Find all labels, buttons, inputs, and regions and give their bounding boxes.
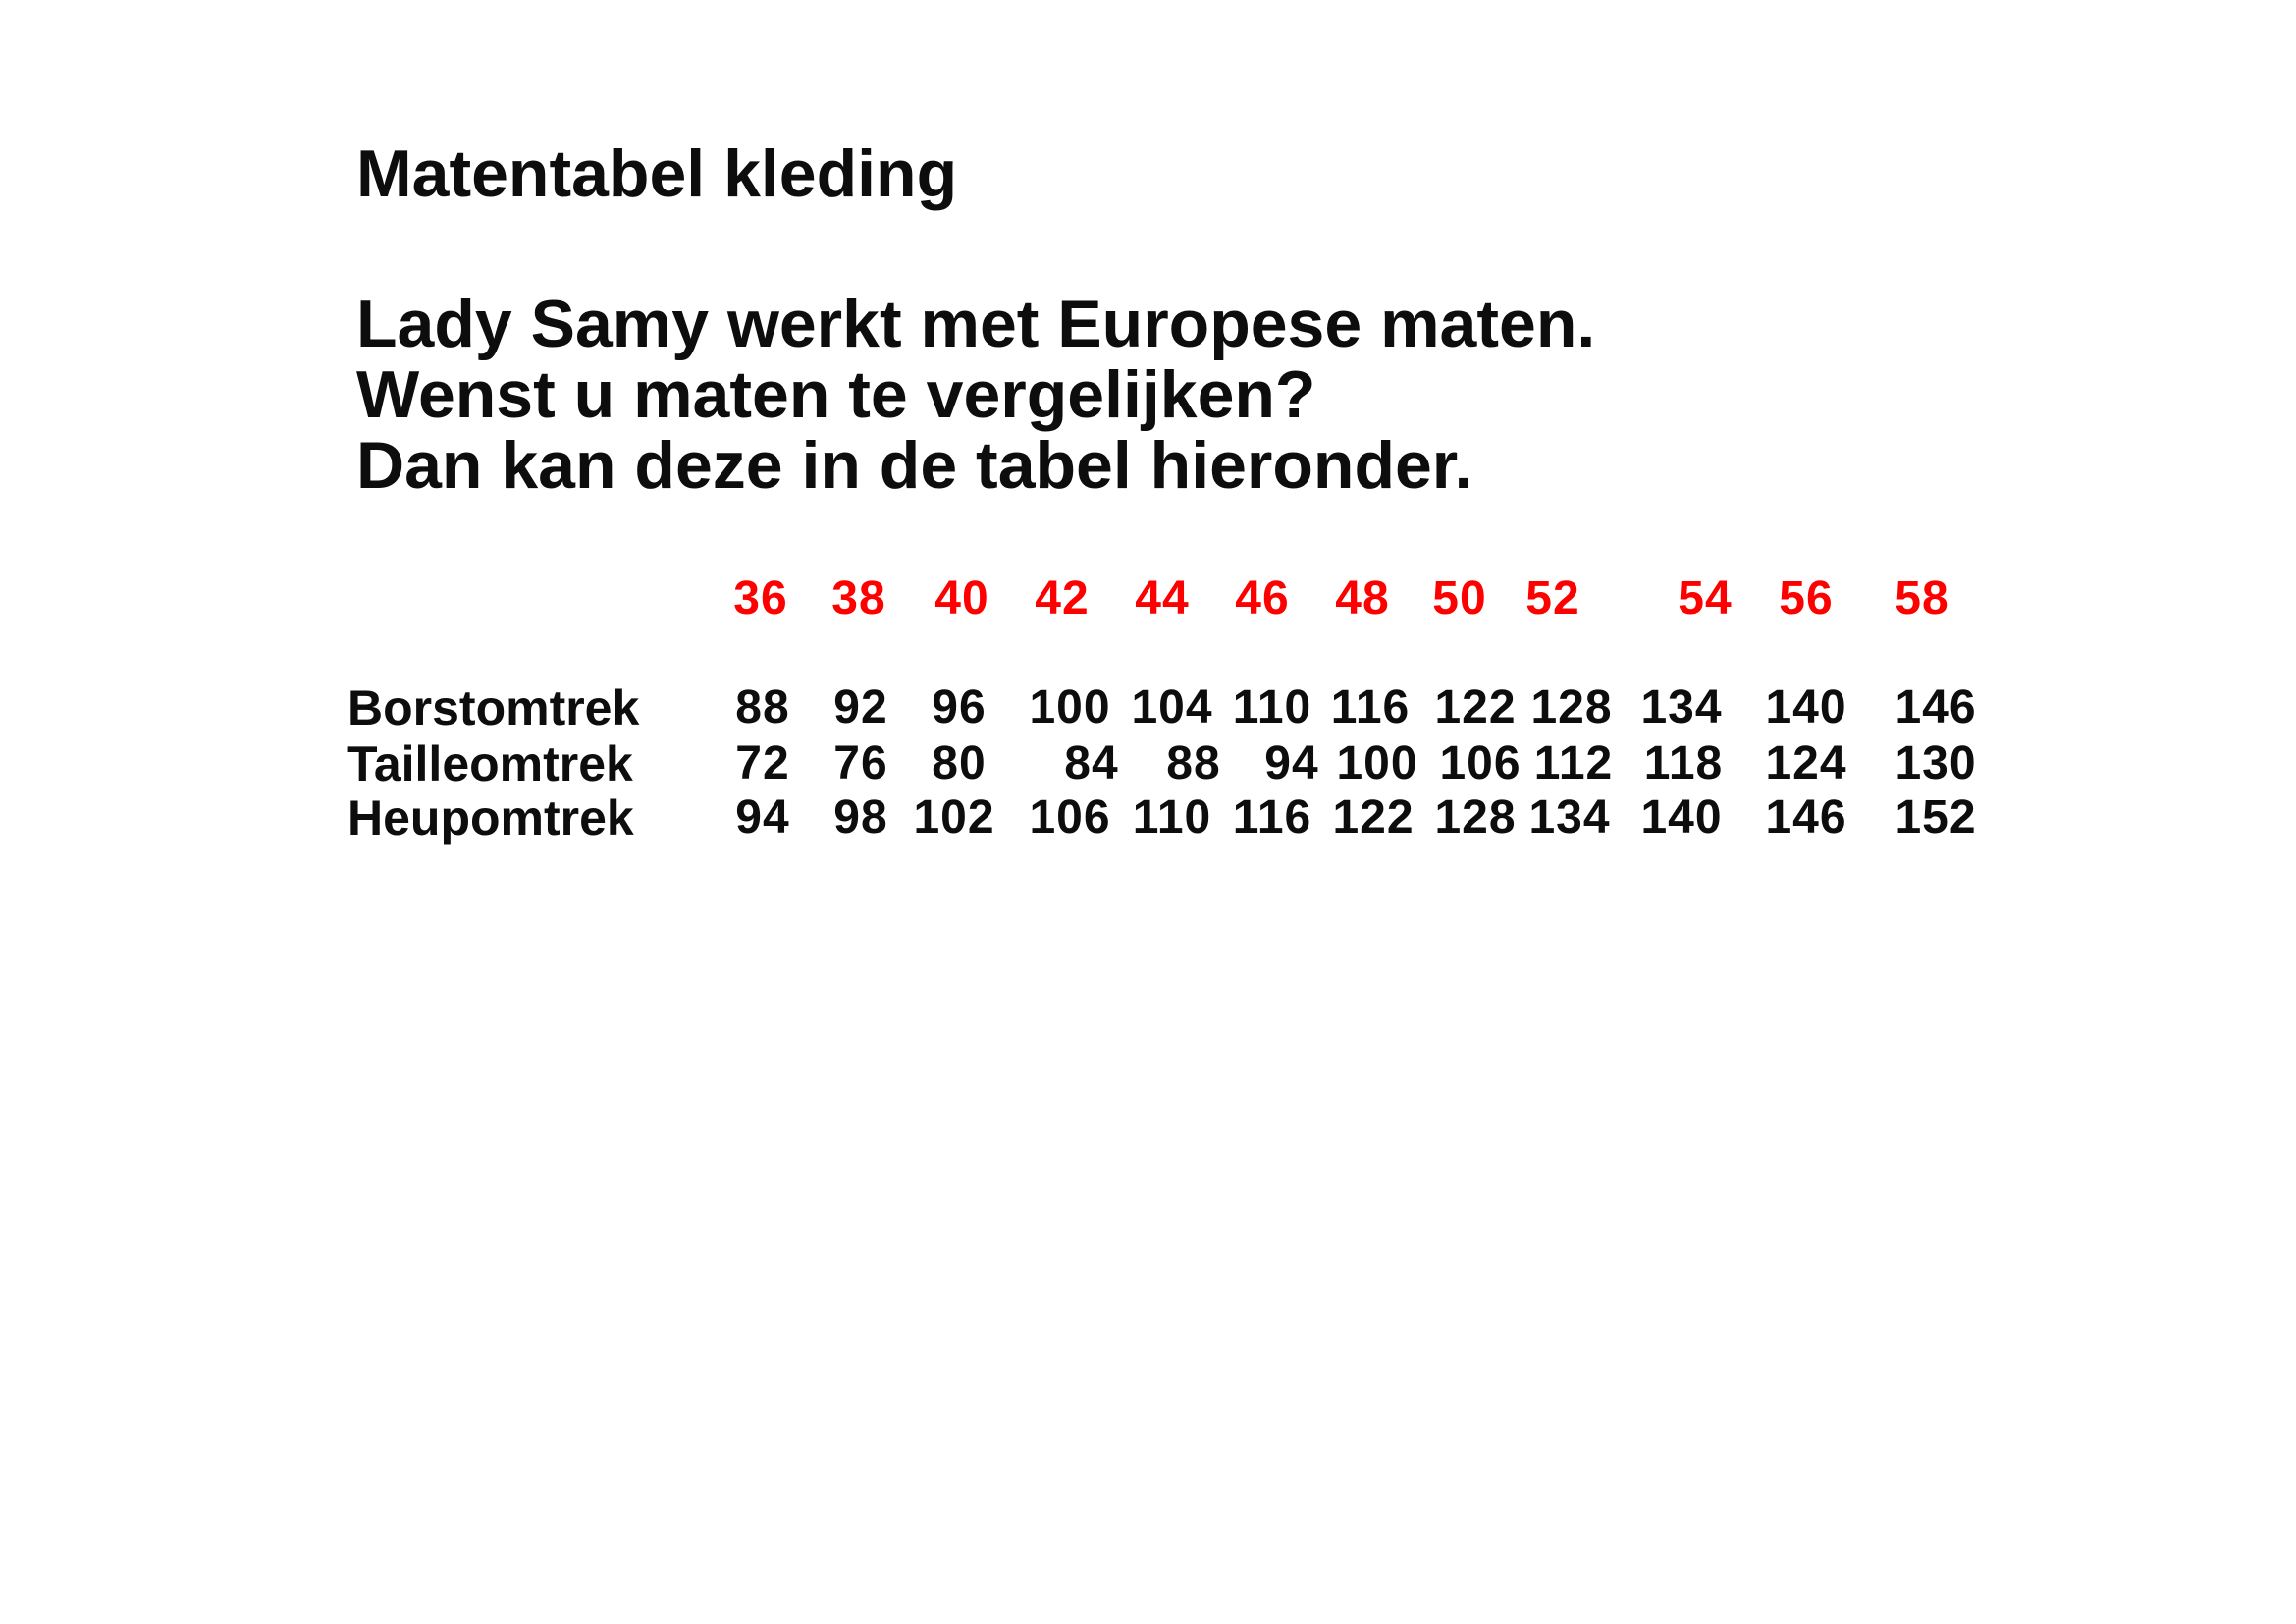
size-header-cell: 38: [831, 572, 886, 624]
intro-line: Dan kan deze in de tabel hieronder.: [356, 428, 1473, 503]
size-header-cell: 50: [1432, 572, 1487, 624]
value-cell: 128: [1530, 681, 1613, 733]
value-cell: 134: [1640, 681, 1723, 733]
value-cell: 72: [735, 737, 790, 789]
value-cell: 130: [1895, 737, 1977, 789]
size-header-cell: 52: [1525, 572, 1580, 624]
value-cell: 88: [1166, 737, 1221, 789]
size-header-cell: 54: [1678, 572, 1733, 624]
measurement-row-tailleomtrek: [0, 736, 2296, 791]
value-cell: 122: [1434, 681, 1517, 733]
size-header-cell: 58: [1895, 572, 1949, 624]
size-header-row: [0, 572, 2296, 624]
value-cell: 140: [1640, 791, 1723, 843]
value-cell: 92: [833, 681, 888, 733]
value-cell: 106: [1439, 737, 1522, 789]
measurement-row-heupomtrek: [0, 790, 2296, 845]
value-cell: 116: [1330, 681, 1411, 733]
size-header-cell: 46: [1235, 572, 1290, 624]
value-cell: 94: [735, 791, 790, 843]
value-cell: 110: [1132, 791, 1212, 843]
size-header-cell: 48: [1335, 572, 1390, 624]
value-cell: 122: [1332, 791, 1415, 843]
value-cell: 116: [1232, 791, 1312, 843]
intro-line: Lady Samy werkt met Europese maten.: [356, 287, 1596, 361]
value-cell: 146: [1895, 681, 1977, 733]
row-label: Borstomtrek: [347, 680, 640, 735]
value-cell: 88: [735, 681, 790, 733]
value-cell: 112: [1533, 737, 1614, 789]
value-cell: 76: [833, 737, 888, 789]
size-header-cell: 40: [934, 572, 989, 624]
value-cell: 110: [1232, 681, 1312, 733]
value-cell: 80: [932, 737, 987, 789]
value-cell: 124: [1765, 737, 1847, 789]
measurement-row-borstomtrek: [0, 680, 2296, 735]
size-header-cell: 36: [733, 572, 788, 624]
value-cell: 100: [1029, 681, 1111, 733]
size-header-cell: 42: [1035, 572, 1090, 624]
value-cell: 140: [1765, 681, 1847, 733]
value-cell: 146: [1765, 791, 1847, 843]
size-header-cell: 56: [1779, 572, 1834, 624]
value-cell: 128: [1434, 791, 1517, 843]
value-cell: 104: [1131, 681, 1213, 733]
size-header-cell: 44: [1135, 572, 1190, 624]
value-cell: 106: [1029, 791, 1111, 843]
value-cell: 100: [1336, 737, 1418, 789]
value-cell: 118: [1643, 737, 1724, 789]
intro-text: [356, 289, 1595, 501]
value-cell: 134: [1528, 791, 1611, 843]
value-cell: 84: [1064, 737, 1119, 789]
row-label: Tailleomtrek: [347, 736, 633, 791]
value-cell: 94: [1264, 737, 1319, 789]
value-cell: 102: [913, 791, 995, 843]
value-cell: 98: [833, 791, 888, 843]
intro-line: Wenst u maten te vergelijken?: [356, 357, 1316, 432]
value-cell: 96: [932, 681, 987, 733]
value-cell: 152: [1895, 791, 1977, 843]
page-title: Matentabel kleding: [356, 136, 958, 211]
row-label: Heupomtrek: [347, 790, 634, 845]
